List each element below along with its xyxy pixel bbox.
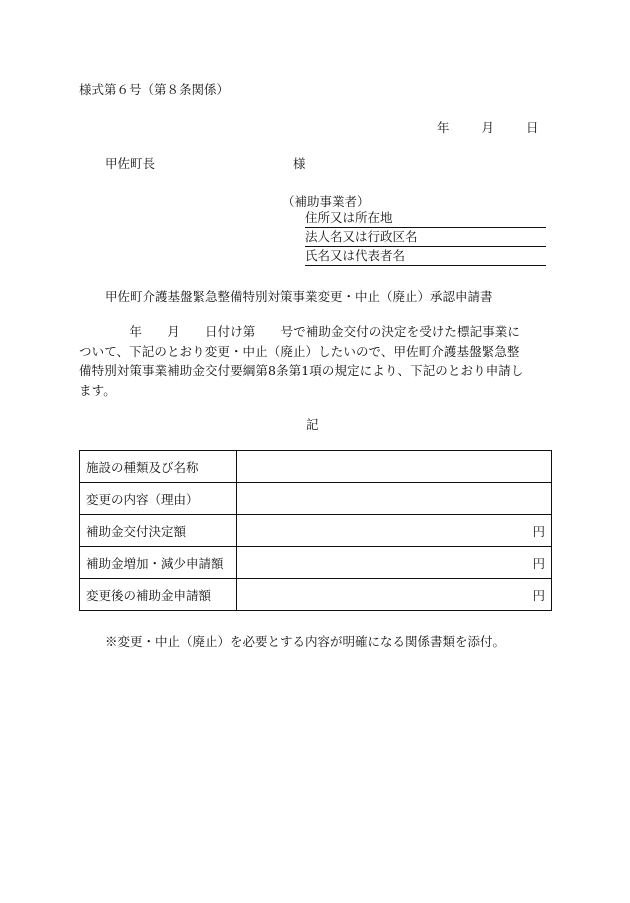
attachment-note: ※変更・中止（廃止）を必要とする内容が明確になる関係書類を添付。 (105, 634, 506, 649)
body-paragraph (79, 322, 549, 400)
row-value-cell[interactable]: 円 (237, 547, 552, 579)
form-number: 様式第６号（第８条関係） (79, 82, 230, 97)
date-day-label: 日 (526, 120, 539, 135)
details-table (79, 450, 552, 611)
body-line: 備特別対策事業補助金交付要綱第8条第1項の規定により、下記のとおり申請し (79, 363, 524, 378)
row-label: 補助金増加・減少申請額 (80, 547, 237, 579)
row-label: 変更の内容（理由） (80, 483, 237, 515)
date-line (437, 118, 539, 136)
date-month-label: 月 (481, 120, 495, 135)
document-title: 甲佐町介護基盤緊急整備特別対策事業変更・中止（廃止）承認申請書 (105, 289, 493, 304)
ki-heading: 記 (306, 417, 319, 432)
table-row (80, 515, 552, 547)
row-label: 変更後の補助金申請額 (80, 579, 237, 611)
table-row (80, 483, 552, 515)
applicant-address-field[interactable]: 住所又は所在地 (305, 210, 546, 228)
body-line: ついて、下記のとおり変更・中止（廃止）したいので、甲佐町介護基盤緊急整 (79, 343, 520, 359)
row-label: 補助金交付決定額 (80, 515, 237, 547)
row-value-cell[interactable] (237, 451, 552, 483)
row-value-cell[interactable]: 円 (237, 515, 552, 547)
date-year-label: 年 (437, 120, 450, 135)
table-row (80, 451, 552, 483)
addressee-name: 甲佐町長 (105, 156, 156, 171)
row-label: 施設の種類及び名称 (80, 451, 237, 483)
row-value-cell[interactable]: 円 (237, 579, 552, 611)
applicant-corporation-field[interactable]: 法人名又は行政区名 (305, 229, 546, 247)
table-row (80, 547, 552, 579)
table-row (80, 579, 552, 611)
addressee (105, 154, 306, 172)
addressee-honorific: 様 (293, 156, 306, 171)
body-line: 年 月 日付け第 号で補助金交付の決定を受けた標記事業に (79, 324, 521, 339)
applicant-name-field[interactable]: 氏名又は代表者名 (305, 248, 546, 266)
applicant-label: （補助事業者） (282, 194, 370, 209)
row-value-cell[interactable] (237, 483, 552, 515)
body-line: ます。 (79, 382, 116, 398)
